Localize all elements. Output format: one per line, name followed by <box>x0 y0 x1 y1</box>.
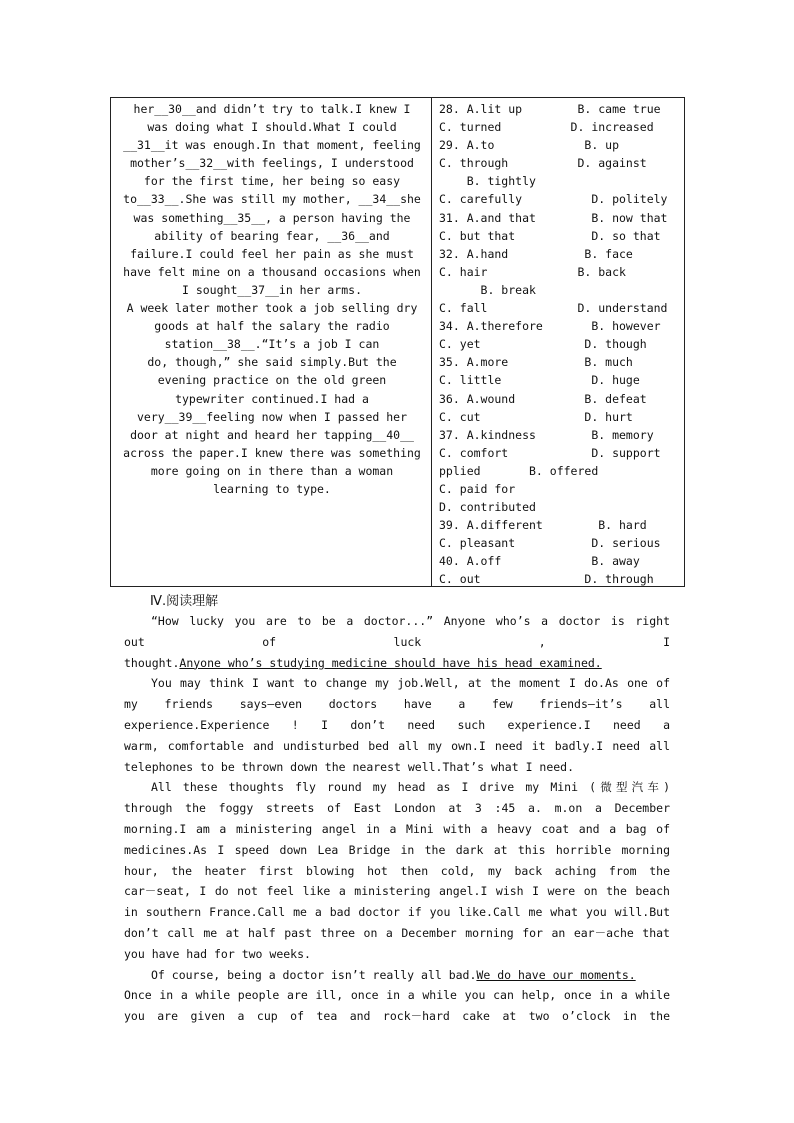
option-line: 28. A.lit up B. came true <box>439 102 661 116</box>
option-line: B. break <box>439 282 536 297</box>
underlined-sentence: We do have our moments. <box>476 967 636 982</box>
option-line: 31. A.and that B. now that <box>439 210 668 225</box>
option-line: pplied B. offered <box>439 463 599 478</box>
column-divider <box>431 98 432 586</box>
option-line: C. comfort D. support <box>439 445 661 460</box>
option-line: 39. A.different B. hard <box>439 518 647 533</box>
passage-line: learning to type. <box>213 481 331 496</box>
passage-line: my friends says—even doctors have a few friends—it’s all <box>124 697 670 712</box>
option-line: C. hair B. back <box>439 264 626 279</box>
passage-line: Once in a while people are ill, once in a while you can help, once in a while <box>124 988 670 1003</box>
option-line: 29. A.to B. up <box>439 138 620 153</box>
passage-line: across the paper.I knew there was something <box>123 445 421 460</box>
passage-line: for the first time, her being so easy <box>143 174 401 189</box>
answer-options <box>439 100 685 589</box>
passage-line: “How lucky you are to be a doctor...” Anyone who’s a doctor is right <box>151 614 670 628</box>
option-line: 40. A.off B. away <box>439 554 640 569</box>
option-line: C. little D. huge <box>439 373 640 388</box>
passage-line: her__30__and didn’t try to talk.I knew I <box>133 102 411 116</box>
cloze-table <box>110 97 685 587</box>
passage-line: mother’s__32__with feelings, I understood <box>130 156 414 171</box>
passage-line: very__39__feeling now when I passed her <box>136 409 408 424</box>
section-heading: Ⅳ.阅读理解 <box>150 594 219 609</box>
passage-line: All these thoughts fly round my head as I drive my Mini (微型汽车) <box>151 780 670 795</box>
passage-line: in southern France.Call me a bad doctor if you like.Call me what you will.But <box>124 905 670 920</box>
passage-line: morning.I am a ministering angel in a Mini with a heavy coat and a bag of <box>124 821 670 836</box>
passage-line: don’t call me at half past three on a December morning for an ear－ache that <box>124 925 670 940</box>
passage-line: ability of bearing fear, __36__and <box>154 228 390 243</box>
passage-line <box>124 965 670 986</box>
option-line: D. contributed <box>439 500 536 515</box>
passage-line: failure.I could feel her pain as she must <box>130 246 414 261</box>
passage-line: You may think I want to change my job.Well, at the moment I do.As one of <box>151 676 670 691</box>
passage-text: Of course, being a doctor isn’t really all bad. <box>151 967 477 982</box>
passage-line: evening practice on the old green <box>157 373 387 388</box>
underlined-sentence: Anyone who’s studying medicine should have his head examined. <box>179 655 602 670</box>
passage-line: was doing what I should.What I could <box>147 120 397 135</box>
passage-line: telephones to be thrown down the nearest well.That’s what I need. <box>124 759 575 774</box>
passage-line: A week later mother took a job selling dry <box>126 301 418 316</box>
passage-line: station__38__.“It’s a job I can <box>164 337 380 352</box>
cloze-passage <box>117 100 427 498</box>
option-line: C. turned D. increased <box>439 120 654 135</box>
option-line: C. pleasant D. serious <box>439 536 661 551</box>
passage-text: thought. <box>124 655 180 670</box>
option-line: C. but that D. so that <box>439 228 661 243</box>
option-line: 35. A.more B. much <box>439 355 633 370</box>
option-line: C. cut D. hurt <box>439 409 633 424</box>
passage-line: hour, the heater first blowing hot then cold, my back aching from the <box>124 863 670 878</box>
passage-line: out of luck , I <box>124 634 670 649</box>
passage-line: goods at half the salary the radio <box>154 319 390 334</box>
passage-line: __31__it was enough.In that moment, feeling <box>123 138 421 153</box>
passage-line: was something__35__, a person having the <box>133 210 411 225</box>
passage-line: I sought__37__in her arms. <box>181 282 362 297</box>
passage-line: more going on in there than a woman <box>150 463 394 478</box>
reading-passage <box>124 611 670 1027</box>
passage-line: car－seat, I do not feel like a ministering angel.I wish I were on the beach <box>124 884 670 899</box>
option-line: C. fall D. understand <box>439 301 668 316</box>
option-line: 32. A.hand B. face <box>439 246 633 261</box>
passage-line <box>124 653 670 674</box>
passage-line: warm, comfortable and undisturbed bed all my own.I need it badly.I need all <box>124 738 670 753</box>
option-line: C. carefully D. politely <box>439 192 668 207</box>
option-line: 36. A.wound B. defeat <box>439 391 647 406</box>
option-line: C. out D. through <box>439 572 654 587</box>
option-line: 37. A.kindness B. memory <box>439 427 654 442</box>
option-line: C. through D. against <box>439 156 647 171</box>
passage-line: through the foggy streets of East London at 3 :45 a. m.on a December <box>124 801 670 816</box>
passage-line: door at night and heard her tapping__40__ <box>130 427 414 442</box>
passage-line: experience.Experience ! I don’t need such experience.I need a <box>124 717 670 732</box>
passage-line: typewriter continued.I had a <box>175 391 369 406</box>
option-line: B. tightly <box>439 174 536 189</box>
passage-line: to__33__.She was still my mother, __34__she <box>123 192 421 207</box>
passage-line: you have had for two weeks. <box>124 946 311 961</box>
passage-line: medicines.As I speed down Lea Bridge in the dark at this horrible morning <box>124 842 670 857</box>
passage-line: have felt mine on a thousand occasions when <box>123 264 421 279</box>
option-line: C. paid for <box>439 481 516 496</box>
option-line: 34. A.therefore B. however <box>439 319 661 334</box>
passage-line: you are given a cup of tea and rock－hard cake at two o’clock in the <box>124 1009 670 1024</box>
option-line: C. yet D. though <box>439 337 647 352</box>
passage-line: do, though,” she said simply.But the <box>147 355 397 370</box>
